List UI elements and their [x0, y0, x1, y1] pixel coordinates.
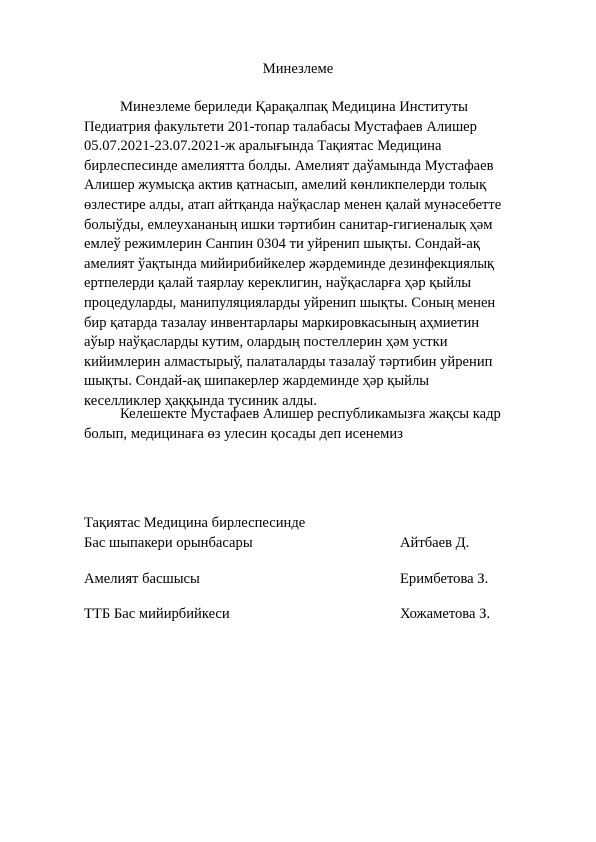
- paragraph-1-line: Педиатрия факультети 201-топар талабасы Мустафаев Алишер: [84, 118, 477, 135]
- paragraph-2-line: болып, медицинаға өз улесин қосады деп исенемиз: [84, 425, 403, 442]
- paragraph-1-line: кеселликлер ҳаққында тусиник алды.: [84, 392, 317, 409]
- paragraph-1-line: шықты. Сондай-ақ шипакерлер жардеминде ҳәр қыйлы: [84, 373, 430, 390]
- paragraph-1-line: ертпелерди қалай таярлау кереклигин, наўқасларға ҳәр қыйлы: [84, 275, 472, 292]
- signatory-position: ТТБ Бас мийирбийкеси: [84, 606, 230, 622]
- signatory-name: Еримбетова З.: [400, 571, 489, 587]
- paragraph-1-line: кийимлерин алмастырыў, палаталарды тазалаў тәртибин уйренип: [84, 353, 493, 370]
- document-title: Минезлеме: [262, 61, 334, 77]
- paragraph-1-line: Алишер жумысқа актив қатнасып, амелий көнликпелерди толық: [84, 177, 487, 194]
- signatory-name: Хожаметова З.: [400, 606, 491, 622]
- paragraph-1-line: аўыр наўқасларды кутим, олардың постеллерин ҳәм устки: [84, 334, 448, 351]
- paragraph-1-line: бир қатарда тазалау инвентарлары маркировкасының аҳмиетин: [84, 314, 480, 331]
- paragraph-1-line: бирлеспесинде амелиятта болды. Амелият даўамында Мустафаев: [84, 157, 494, 174]
- signatory-position: Амелият басшысы: [84, 571, 200, 587]
- paragraph-1-line: емлеў режимлерин Санпин 0304 ти уйренип шықты. Сондай-ақ: [84, 236, 480, 253]
- body-paragraph-2: [84, 405, 544, 444]
- organization-name: Тақиятас Медицина бирлеспесинде: [84, 515, 306, 531]
- paragraph-1-line: амелият ўақтында мийирибийкелер жәрдеминде дезинфекциялық: [84, 255, 495, 272]
- body-paragraph-1: [84, 98, 544, 412]
- paragraph-1-line: Минезлеме бериледи Қарақалпақ Медицина Институты: [120, 99, 468, 115]
- paragraph-1-line: болыўды, емлеухананың ишки тәртибин санитар-гигиеналық ҳәм: [84, 216, 493, 233]
- signatory-position: Бас шыпакери орынбасары: [84, 535, 253, 551]
- paragraph-1-line: процедуларды, манипуляцияларды уйренип шықты. Соның менен: [84, 294, 496, 311]
- paragraph-2-line: Келешекте Мустафаев Алишер республикамызға жақсы кадр: [120, 406, 501, 422]
- signatory-name: Айтбаев Д.: [400, 535, 470, 551]
- paragraph-1-line: 05.07.2021-23.07.2021-ж аралығында Тақиятас Медицина: [84, 138, 442, 155]
- paragraph-1-line: өзлестире алды, атап айтқанда наўқаслар менен қалай мунәсебетте: [84, 196, 502, 213]
